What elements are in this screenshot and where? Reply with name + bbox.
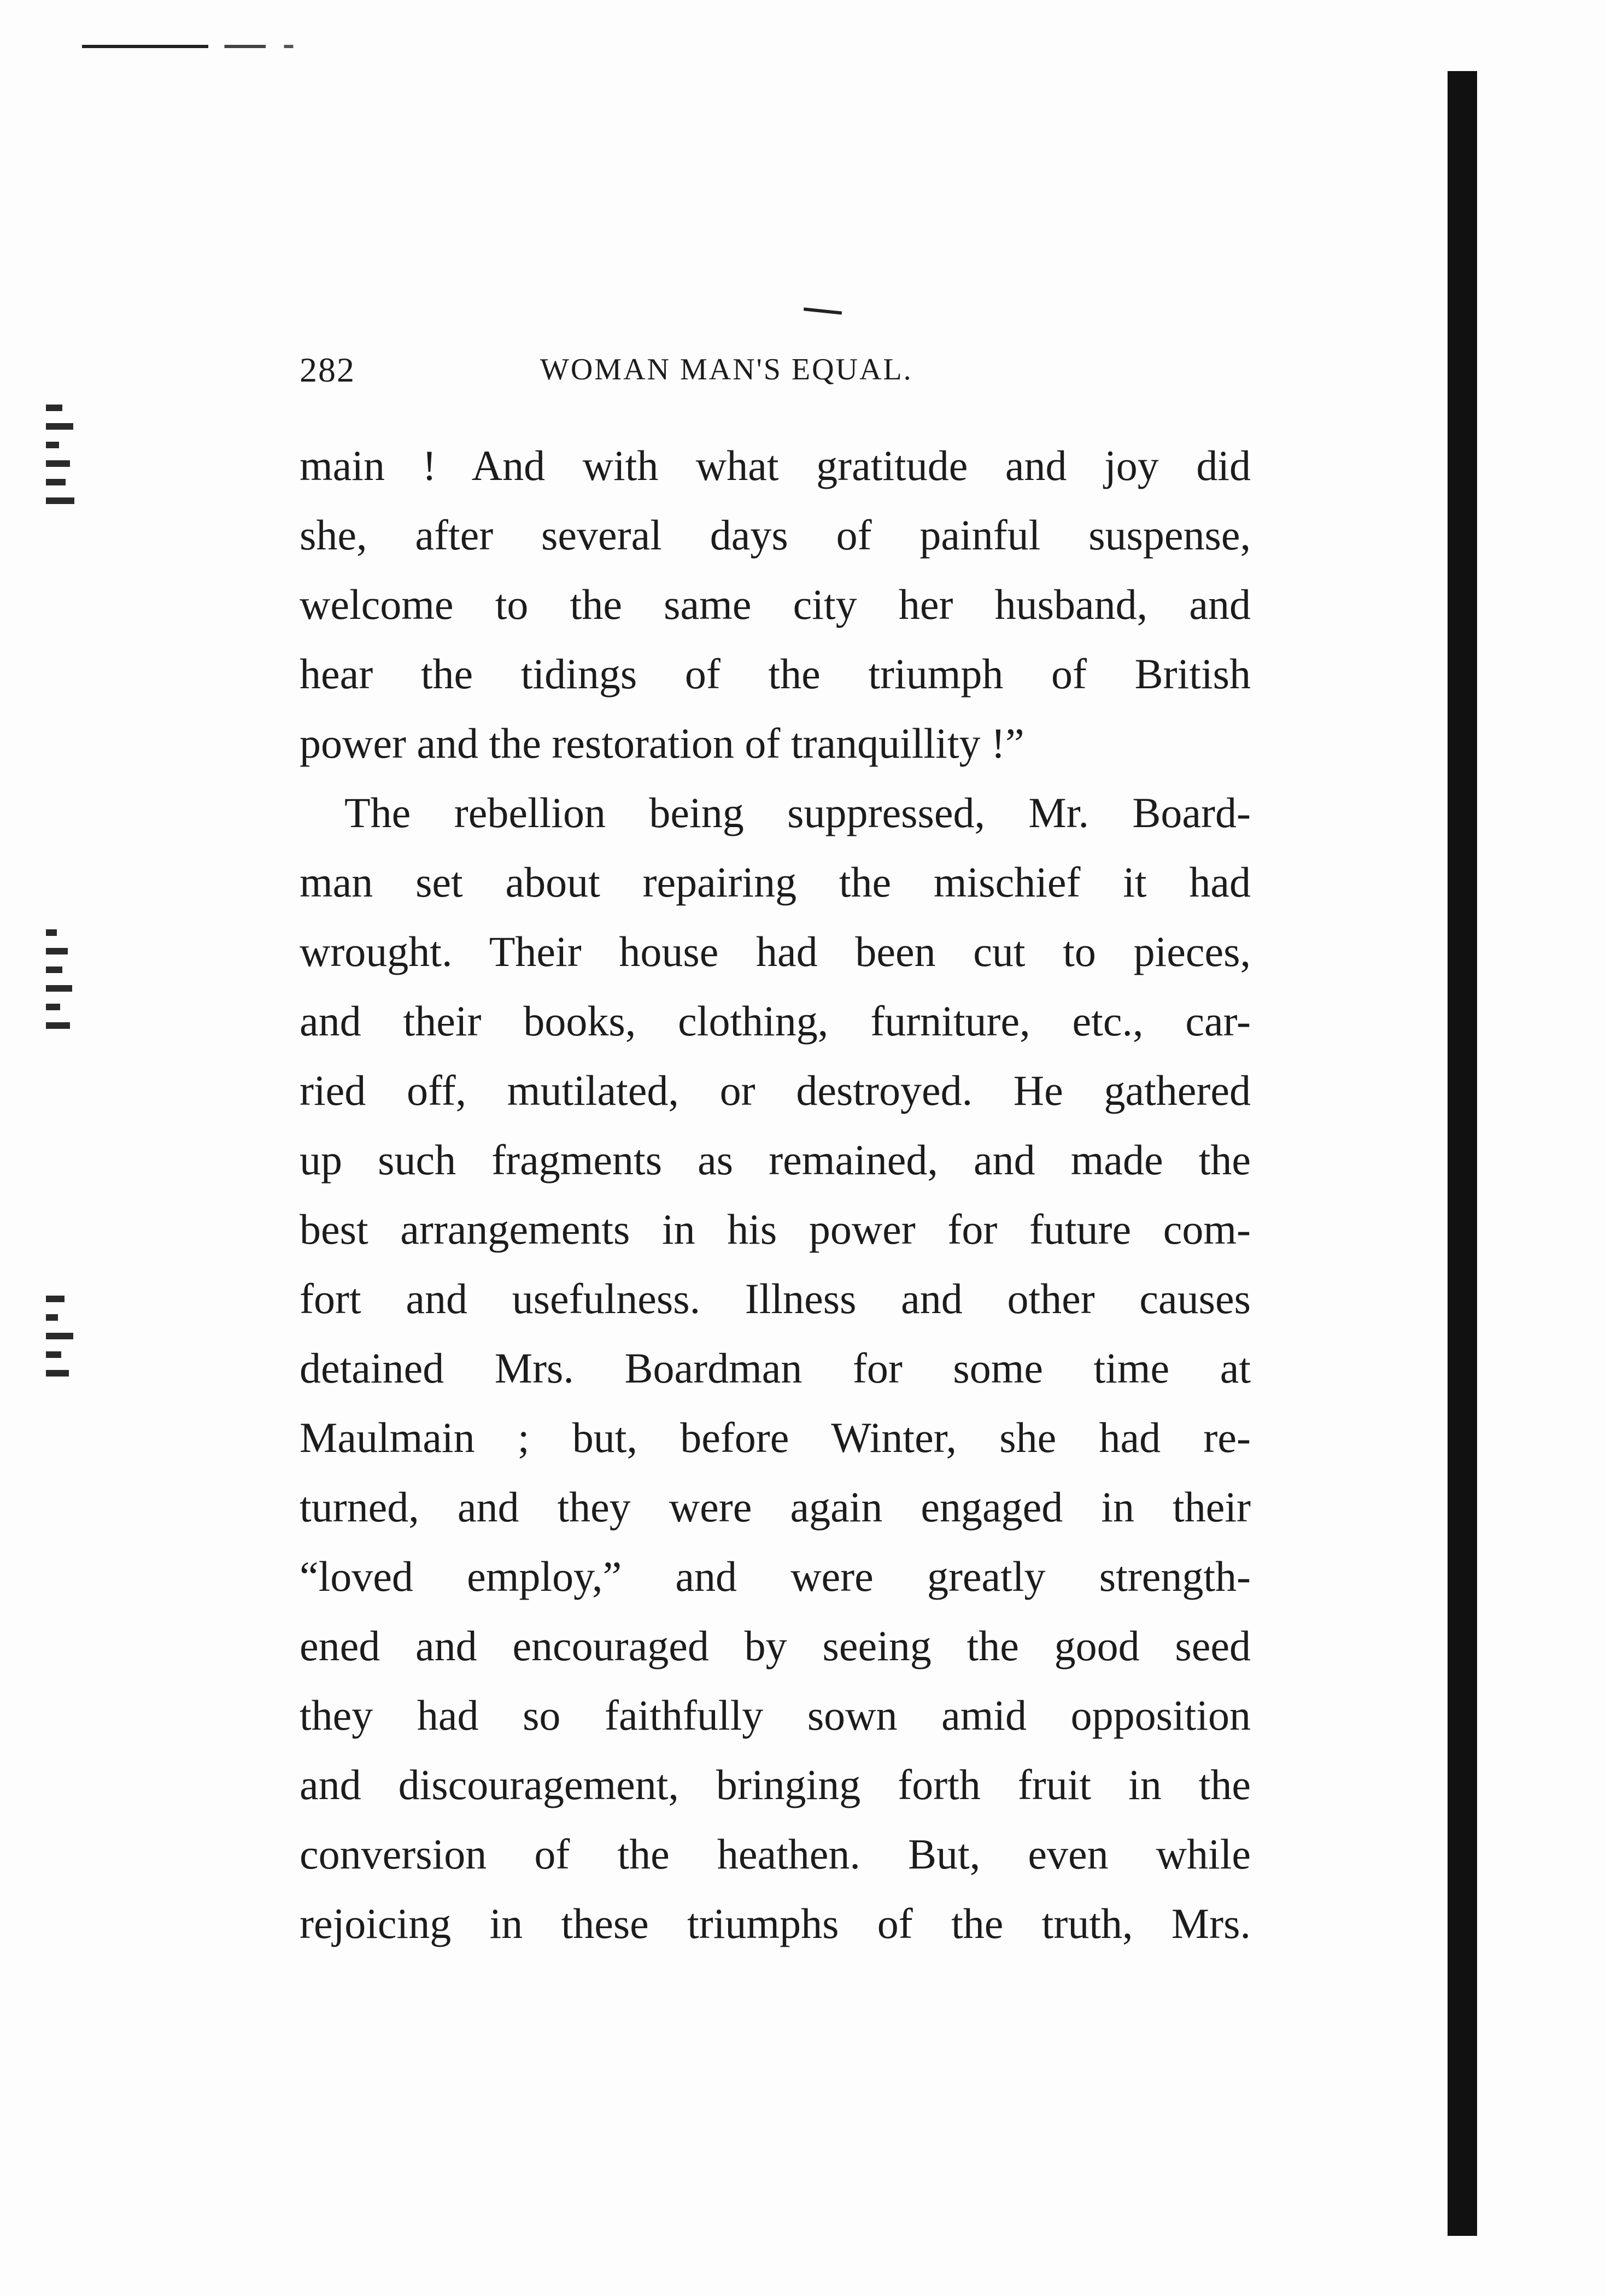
text-line: wrought. Their house had been cut to pieces,	[300, 928, 1251, 975]
text-line: welcome to the same city her husband, and	[300, 581, 1251, 628]
text-line: up such fragments as remained, and made the	[300, 1136, 1251, 1184]
binding-gutter-marks	[46, 405, 84, 516]
text-line: she, after several days of painful suspense,	[300, 511, 1251, 559]
text-line: man set about repairing the mischief it had	[300, 858, 1251, 906]
running-header	[300, 350, 1251, 399]
page-number: 282	[300, 350, 355, 389]
binding-gutter-marks	[46, 1296, 84, 1389]
text-line: fort and usefulness. Illness and other causes	[300, 1275, 1251, 1322]
text-line: ened and encouraged by seeing the good seed	[300, 1622, 1251, 1670]
body-text	[300, 431, 1251, 1958]
text-line: power and the restoration of tranquillity !”	[300, 719, 1024, 767]
text-line: rejoicing in these triumphs of the truth, Mrs.	[300, 1900, 1251, 1947]
text-line: and their books, clothing, furniture, etc., car-	[300, 997, 1251, 1045]
running-title: WOMAN MAN'S EQUAL.	[540, 353, 913, 386]
text-line: “loved employ,” and were greatly strength-	[300, 1553, 1251, 1600]
scan-ink-mark	[804, 307, 842, 314]
binding-gutter-marks	[46, 929, 84, 1041]
text-line: hear the tidings of the triumph of British	[300, 650, 1251, 698]
text-line: best arrangements in his power for future com-	[300, 1205, 1251, 1253]
text-line: they had so faithfully sown amid opposition	[300, 1691, 1251, 1739]
paragraph-start-line: The rebellion being suppressed, Mr. Board-	[344, 789, 1251, 836]
scan-edge-rule	[82, 45, 312, 48]
scan-margin-shadow	[1448, 71, 1477, 2236]
text-line: Maulmain ; but, before Winter, she had re-	[300, 1414, 1251, 1461]
text-line: and discouragement, bringing forth fruit in the	[300, 1761, 1251, 1808]
text-line: ried off, mutilated, or destroyed. He gathered	[300, 1067, 1251, 1114]
text-line: main ! And with what gratitude and joy did	[300, 442, 1251, 489]
text-line: detained Mrs. Boardman for some time at	[300, 1344, 1251, 1392]
text-line: turned, and they were again engaged in their	[300, 1483, 1251, 1531]
text-line: conversion of the heathen. But, even while	[300, 1830, 1251, 1878]
